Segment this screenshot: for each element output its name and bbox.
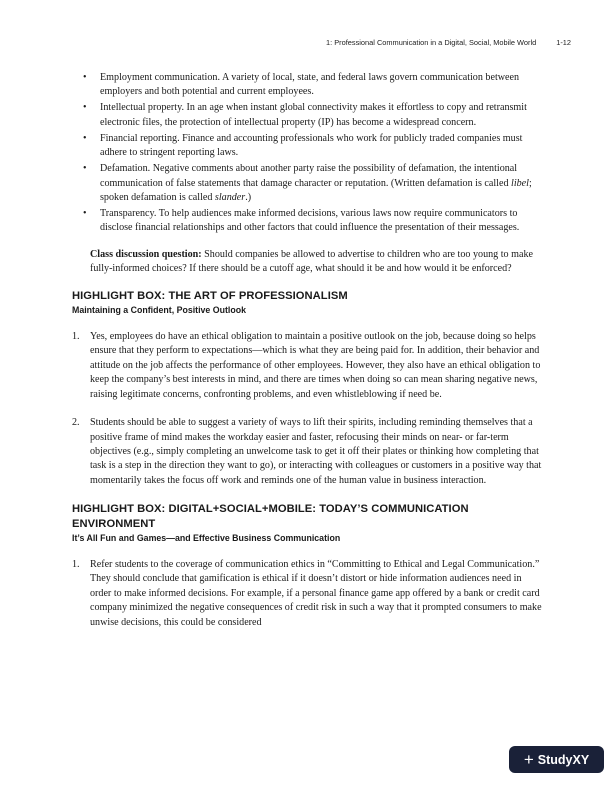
slander-term: slander (214, 192, 246, 204)
list-item (72, 558, 542, 630)
item-text: Students should be able to suggest a variety of ways to lift their spirits, including reminding themselves that a positive frame of mind makes the workday easier and faster, refocusing their minds on near- or far-term objectives (e.g., simply completing an unwelcome task to get it off their plates or thinking how completing that task is a step in the direction they want to go), or interacting with colleagues or customers in a positive way that momentarily takes the focus off work and reminds one of the human value in business interaction. (90, 417, 542, 486)
list-item (72, 330, 542, 402)
plus-icon: + (523, 750, 534, 769)
item-number: 2. (72, 417, 80, 429)
item-number: 1. (72, 331, 80, 343)
libel-term: libel (511, 177, 529, 189)
list-item: • Defamation. Negative comments about another party raise the possibility of defamation, the intentional communication of false statements that damage character or reputation. (Written defamation is called libel; spoken defamation is called slander.) (100, 162, 542, 205)
running-header (326, 38, 571, 47)
discussion-label: Class discussion question: (90, 248, 202, 260)
list-item: • Employment communication. A variety of local, state, and federal laws govern communication between employers and both potential and current employees. (100, 71, 542, 100)
section-subtitle: Maintaining a Confident, Positive Outlook (72, 305, 246, 316)
legal-topics-list (72, 71, 542, 236)
item-text: Yes, employees do have an ethical obligation to maintain a positive outlook on the job, because doing so helps ensure that they perform to expectations—which is what they are being paid for. In addition, their behavior and attitude on the job affects the performance of other employees. However, they also have an ethical obligation to keep the company’s best interests in mind, and there are times when doing so can mean sharing negative news, raising legitimate concerns, confronting problems, and even whistleblowing if need be. (90, 331, 541, 400)
discussion-text: Should companies be allowed to advertise to children who are too young to make fully-informed choices? If there should be a cutoff age, what should it be and how would it be enforced? (90, 248, 533, 275)
list-item: • Transparency. To help audiences make informed decisions, various laws now require communicators to disclose financial relationships and other factors that could influence the presentation of their messages. (100, 207, 542, 236)
section-subtitle: It’s All Fun and Games—and Effective Business Communication (72, 532, 341, 543)
badge-accent: XY (572, 752, 590, 767)
section-title: HIGHLIGHT BOX: THE ART OF PROFESSIONALISM (72, 289, 348, 302)
answer-list (72, 558, 542, 630)
list-item: • Intellectual property. In an age when instant global connectivity makes it effortless to copy and retransmit electronic files, the protection of intellectual property (IP) has become a widespread concern. (100, 101, 542, 130)
page-number: 1-12 (556, 38, 571, 47)
item-number: 1. (72, 558, 80, 570)
chapter-title: 1: Professional Communication in a Digital, Social, Mobile World (326, 38, 537, 47)
badge-word: Study (537, 752, 573, 767)
list-item (72, 416, 542, 488)
item-text: Refer students to the coverage of communication ethics in “Committing to Ethical and Legal Communication.” They should conclude that gamification is ethical if it doesn’t distort or hide information audiences need in order to make informed decisions. For example, if a personal finance game app offered by a bank or credit card company minimized the negative consequences of credit risk in such a way that it prompted consumers to make unwise decisions, this could be considered (90, 558, 542, 628)
section-title: HIGHLIGHT BOX: DIGITAL+SOCIAL+MOBILE: TODAY’S COMMUNICATION ENVIRONMENT (72, 503, 469, 530)
discussion-question (90, 248, 542, 277)
highlight-box-digital-social-mobile (72, 502, 542, 630)
answer-list (72, 330, 542, 488)
highlight-box-professionalism (72, 289, 542, 488)
list-item: • Financial reporting. Finance and accounting professionals who work for publicly traded companies must adhere to stringent reporting laws. (100, 132, 542, 161)
page-content (72, 71, 542, 644)
studyxy-badge[interactable] (509, 746, 604, 773)
